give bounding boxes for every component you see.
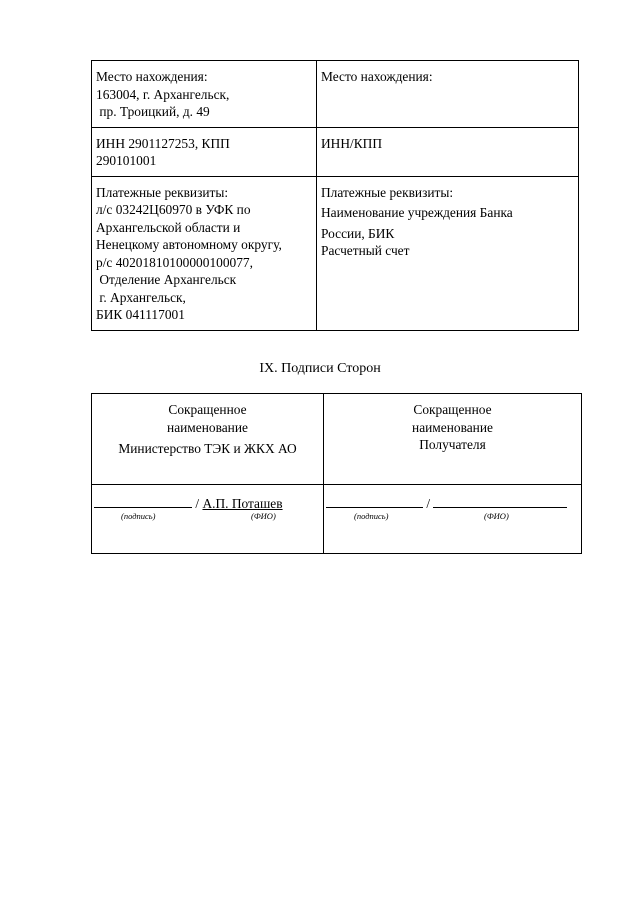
right-fio-blank[interactable]	[433, 493, 567, 508]
left-signature-blank[interactable]	[94, 493, 192, 508]
left-party-name: Министерство ТЭК и ЖКХ АО	[118, 441, 297, 456]
signatures-header-row	[92, 394, 582, 485]
requisites-table	[91, 60, 579, 331]
right-signature-blank[interactable]	[326, 493, 423, 508]
fio-hint: (ФИО)	[484, 511, 509, 521]
tax-row	[92, 127, 579, 176]
right-signature-line	[326, 493, 579, 513]
location-left-cell	[92, 61, 317, 128]
location-right-line: Место нахождения:	[321, 69, 433, 84]
right-party-header-line: наименование	[412, 419, 493, 435]
payment-left-line: г. Архангельск,	[96, 289, 186, 305]
section-title: IX. Подписи Сторон	[259, 361, 381, 376]
left-signer-name: А.П. Поташев	[202, 496, 283, 511]
payment-left-line: л/с 03242Ц60970 в УФК по	[96, 202, 251, 217]
payment-left-line: Архангельской области и	[96, 219, 241, 235]
tax-left-line: 290101001	[96, 153, 157, 168]
right-signature-cell	[324, 485, 582, 554]
slash-separator: /	[195, 496, 200, 511]
location-right-cell	[317, 61, 579, 128]
payment-right-cell	[317, 176, 579, 330]
payment-right-line: Наименование учреждения Банка	[321, 205, 513, 220]
signature-hint: (подпись)	[121, 511, 156, 521]
location-left-line: Место нахождения:	[96, 69, 208, 84]
payment-left-line: Ненецкому автономному округу,	[96, 237, 282, 252]
payment-left-line: БИК 041117001	[96, 307, 185, 322]
tax-left-line: ИНН 2901127253, КПП	[96, 135, 230, 151]
location-row	[92, 61, 579, 128]
tax-left-cell	[92, 127, 317, 176]
left-signature-line	[94, 493, 321, 513]
location-left-line: пр. Троицкий, д. 49	[96, 104, 210, 119]
location-left-line: 163004, г. Архангельск,	[96, 86, 230, 102]
left-party-header	[92, 394, 324, 485]
signatures-table	[91, 393, 582, 554]
payment-right-line: России, БИК	[321, 225, 395, 241]
payment-row	[92, 176, 579, 330]
signature-hint: (подпись)	[354, 511, 389, 521]
payment-left-line: Платежные реквизиты:	[96, 184, 229, 200]
right-party-name: Получателя	[419, 437, 486, 452]
tax-right-line: ИНН/КПП	[321, 135, 383, 151]
left-party-header-line: Сокращенное	[168, 402, 247, 417]
tax-right-cell	[317, 127, 579, 176]
signatures-sign-row	[92, 485, 582, 554]
left-signature-cell	[92, 485, 324, 554]
payment-right-line: Расчетный счет	[321, 243, 410, 258]
right-party-header	[324, 394, 582, 485]
fio-hint: (ФИО)	[251, 511, 276, 521]
left-party-header-line: наименование	[167, 419, 248, 435]
payment-left-line: Отделение Архангельск	[96, 272, 237, 287]
right-party-header-line: Сокращенное	[413, 402, 492, 417]
slash-separator: /	[426, 496, 431, 511]
payment-left-line: р/с 40201810100000100077,	[96, 254, 253, 270]
payment-right-line: Платежные реквизиты:	[321, 184, 454, 200]
payment-left-cell	[92, 176, 317, 330]
